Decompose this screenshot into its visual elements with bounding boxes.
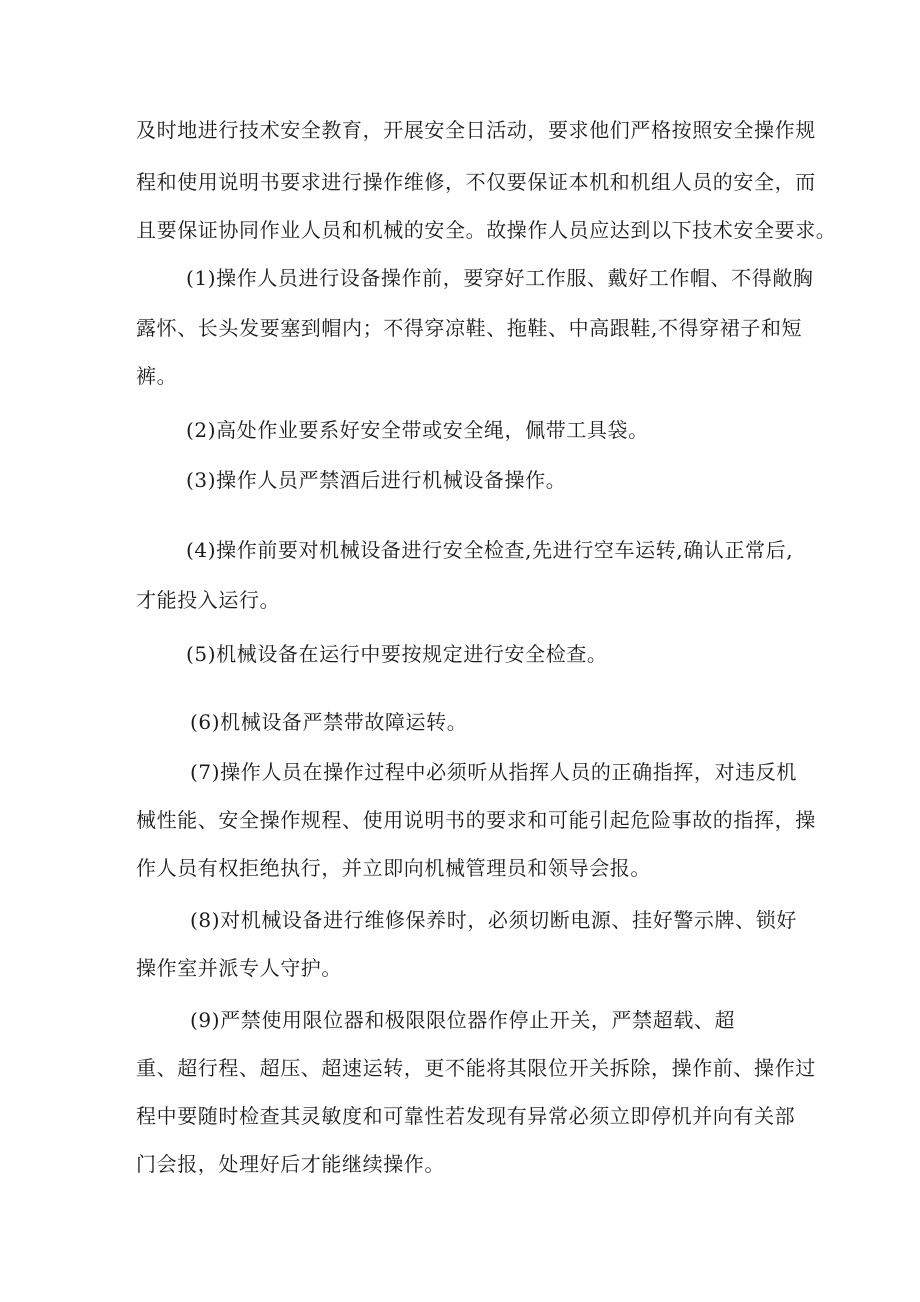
rule-item-9: 重、超行程、超压、超速运转，更不能将其限位开关拆除，操作前、操作过 bbox=[136, 1056, 816, 1080]
intro-line: 程和使用说明书要求进行操作维修，不仅要保证本机和机组人员的安全，而 bbox=[136, 170, 816, 194]
rule-item-1: 露怀、长头发要塞到帽内；不得穿凉鞋、拖鞋、中高跟鞋,不得穿裙子和短 bbox=[136, 316, 803, 340]
intro-line: 且要保证协同作业人员和机械的安全。故操作人员应达到以下技术安全要求。 bbox=[136, 218, 837, 242]
rule-item-4: (4)操作前要对机械设备进行安全检查,先进行空车运转,确认正常后, bbox=[186, 538, 794, 562]
rule-item-3: (3)操作人员严禁酒后进行机械设备操作。 bbox=[186, 468, 567, 492]
rule-item-2: (2)高处作业要系好安全带或安全绳，佩带工具袋。 bbox=[186, 418, 649, 442]
rule-item-8: 操作室并派专人守护。 bbox=[136, 956, 342, 980]
rule-item-9: (9)严禁使用限位器和极限限位器作停止开关，严禁超载、超 bbox=[190, 1008, 736, 1032]
rule-item-9: 程中要随时检查其灵敏度和可靠性若发现有异常必须立即停机并向有关部 bbox=[136, 1104, 796, 1128]
rule-item-1: 裤。 bbox=[136, 364, 178, 388]
rule-item-7: 械性能、安全操作规程、使用说明书的要求和可能引起危险事故的指挥，操 bbox=[136, 808, 816, 832]
rule-item-9: 门会报，处理好后才能继续操作。 bbox=[136, 1152, 445, 1176]
rule-item-6: (6)机械设备严禁带故障运转。 bbox=[190, 710, 468, 734]
rule-item-7: 作人员有权拒绝执行，并立即向机械管理员和领导会报。 bbox=[136, 856, 651, 880]
rule-item-4: 才能投入运行。 bbox=[136, 588, 281, 612]
intro-line: 及时地进行技术安全教育，开展安全日活动，要求他们严格按照安全操作规 bbox=[136, 118, 816, 142]
rule-item-1: (1)操作人员进行设备操作前，要穿好工作服、戴好工作帽、不得敞胸 bbox=[186, 266, 814, 290]
rule-item-7: (7)操作人员在操作过程中必须听从指挥人员的正确指挥，对违反机 bbox=[190, 760, 797, 784]
rule-item-8: (8)对机械设备进行维修保养时，必须切断电源、挂好警示牌、锁好 bbox=[190, 908, 797, 932]
rule-item-5: (5)机械设备在运行中要按规定进行安全检查。 bbox=[186, 642, 608, 666]
